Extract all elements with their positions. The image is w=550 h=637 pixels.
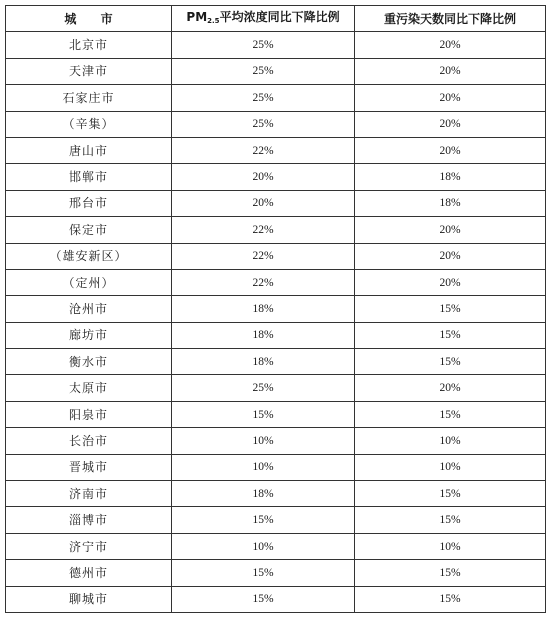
cell-heavy-pollution-reduction: 15% [355,507,546,533]
cell-heavy-pollution-reduction: 15% [355,401,546,427]
cell-city: （辛集） [6,111,172,137]
cell-heavy-pollution-reduction: 15% [355,322,546,348]
cell-pm25-reduction: 18% [172,296,355,322]
table-row [6,586,546,612]
header-pm25-reduction [172,6,355,32]
cell-heavy-pollution-reduction: 15% [355,560,546,586]
cell-pm25-reduction: 15% [172,507,355,533]
cell-pm25-reduction: 15% [172,586,355,612]
cell-city: 聊城市 [6,586,172,612]
table-row [6,164,546,190]
cell-pm25-reduction: 25% [172,375,355,401]
table-row [6,32,546,58]
cell-city: 北京市 [6,32,172,58]
table-row [6,428,546,454]
cell-city: 衡水市 [6,349,172,375]
cell-city: 廊坊市 [6,322,172,348]
cell-heavy-pollution-reduction: 15% [355,481,546,507]
cell-city: 保定市 [6,217,172,243]
table-row [6,454,546,480]
cell-heavy-pollution-reduction: 20% [355,111,546,137]
cell-pm25-reduction: 22% [172,269,355,295]
cell-pm25-reduction: 22% [172,243,355,269]
cell-heavy-pollution-reduction: 20% [355,375,546,401]
cell-city: 邢台市 [6,190,172,216]
table-row [6,560,546,586]
cell-city: 太原市 [6,375,172,401]
cell-pm25-reduction: 10% [172,533,355,559]
table-row [6,137,546,163]
header-pm25-suffix: 平均浓度同比下降比例 [219,9,340,24]
table-row [6,401,546,427]
cell-city: （定州） [6,269,172,295]
cell-city: 德州市 [6,560,172,586]
cell-pm25-reduction: 15% [172,560,355,586]
cell-heavy-pollution-reduction: 20% [355,217,546,243]
table-row [6,111,546,137]
cell-pm25-reduction: 25% [172,111,355,137]
cell-city: （雄安新区） [6,243,172,269]
cell-pm25-reduction: 25% [172,32,355,58]
table-row [6,58,546,84]
cell-heavy-pollution-reduction: 20% [355,137,546,163]
cell-heavy-pollution-reduction: 20% [355,58,546,84]
cell-heavy-pollution-reduction: 20% [355,32,546,58]
cell-pm25-reduction: 18% [172,349,355,375]
table-row [6,269,546,295]
reduction-targets-sheet [5,5,545,632]
cell-city: 沧州市 [6,296,172,322]
cell-pm25-reduction: 18% [172,481,355,507]
cell-pm25-reduction: 20% [172,164,355,190]
cell-pm25-reduction: 25% [172,58,355,84]
cell-pm25-reduction: 20% [172,190,355,216]
reduction-targets-table [5,5,546,613]
cell-city: 石家庄市 [6,85,172,111]
table-row [6,375,546,401]
cell-heavy-pollution-reduction: 18% [355,190,546,216]
table-row [6,533,546,559]
cell-heavy-pollution-reduction: 10% [355,428,546,454]
cell-city: 济南市 [6,481,172,507]
header-pm25-subscript: 2.5 [207,16,220,25]
cell-city: 天津市 [6,58,172,84]
table-row [6,243,546,269]
cell-city: 济宁市 [6,533,172,559]
header-city: 城 市 [6,6,172,32]
cell-heavy-pollution-reduction: 20% [355,269,546,295]
cell-pm25-reduction: 10% [172,428,355,454]
table-row [6,349,546,375]
cell-heavy-pollution-reduction: 20% [355,243,546,269]
table-body [6,32,546,613]
table-row [6,322,546,348]
table-row [6,481,546,507]
table-row [6,507,546,533]
cell-heavy-pollution-reduction: 15% [355,296,546,322]
table-row [6,296,546,322]
table-row [6,190,546,216]
cell-city: 淄博市 [6,507,172,533]
cell-heavy-pollution-reduction: 10% [355,533,546,559]
cell-pm25-reduction: 18% [172,322,355,348]
cell-heavy-pollution-reduction: 20% [355,85,546,111]
cell-pm25-reduction: 15% [172,401,355,427]
cell-heavy-pollution-reduction: 10% [355,454,546,480]
cell-heavy-pollution-reduction: 18% [355,164,546,190]
cell-heavy-pollution-reduction: 15% [355,349,546,375]
cell-city: 阳泉市 [6,401,172,427]
table-header-row [6,6,546,32]
header-pm25-prefix: PM [186,9,208,24]
cell-city: 晋城市 [6,454,172,480]
cell-heavy-pollution-reduction: 15% [355,586,546,612]
header-heavy-pollution-reduction: 重污染天数同比下降比例 [355,6,546,32]
table-row [6,85,546,111]
cell-city: 唐山市 [6,137,172,163]
table-row [6,217,546,243]
cell-pm25-reduction: 25% [172,85,355,111]
cell-pm25-reduction: 22% [172,137,355,163]
cell-pm25-reduction: 22% [172,217,355,243]
cell-city: 长治市 [6,428,172,454]
cell-pm25-reduction: 10% [172,454,355,480]
cell-city: 邯郸市 [6,164,172,190]
